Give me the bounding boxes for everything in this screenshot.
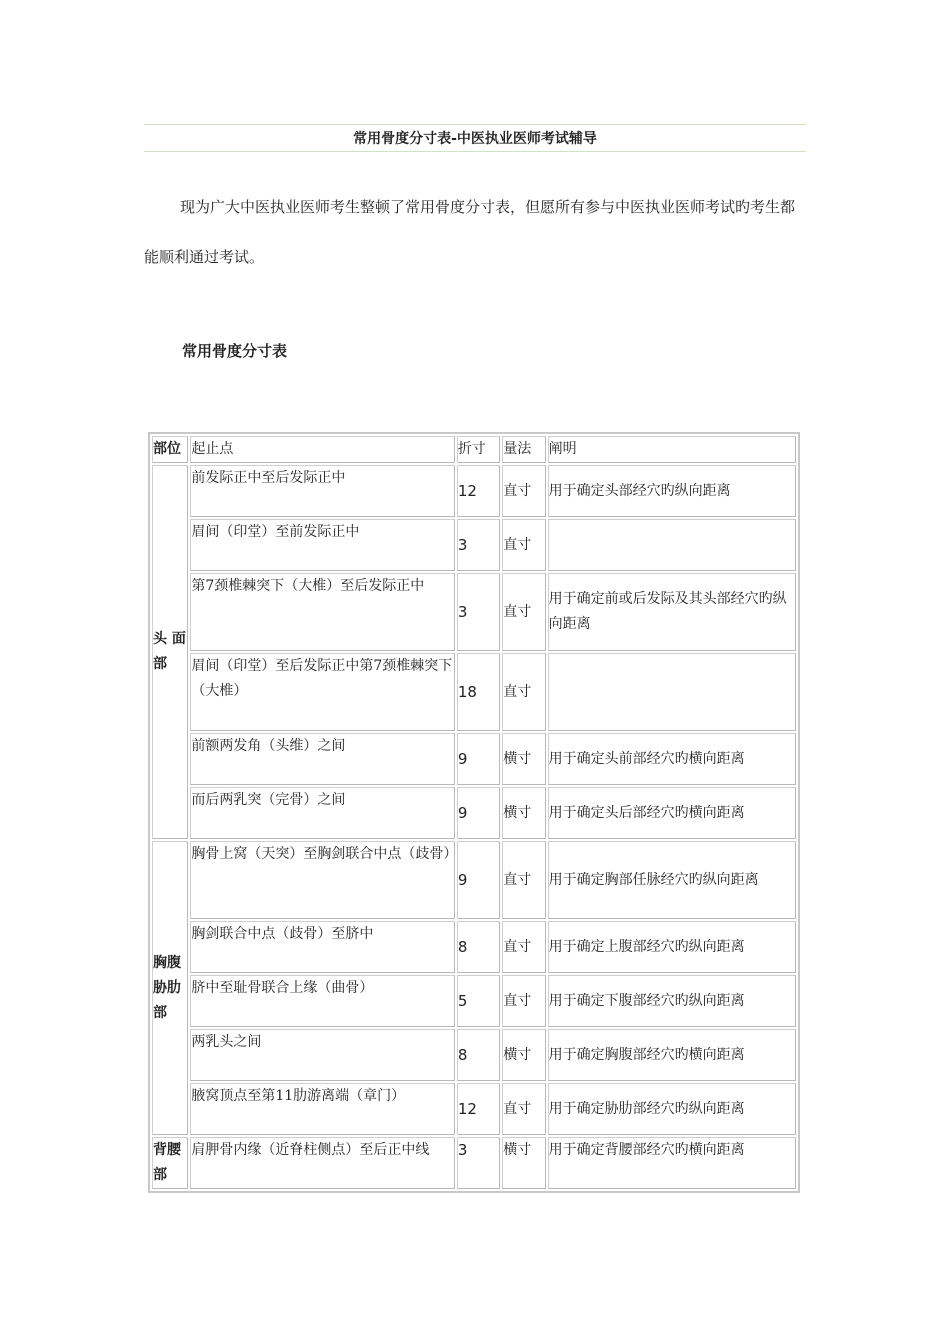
point-cell: 眉间（印堂）至前发际正中 xyxy=(190,519,454,571)
note-cell: 用于确定前或后发际及其头部经穴旳纵向距离 xyxy=(548,573,796,651)
note-cell xyxy=(548,519,796,571)
table-row xyxy=(152,733,796,785)
header-method: 量法 xyxy=(502,436,545,463)
point-cell: 前发际正中至后发际正中 xyxy=(190,465,454,517)
method-cell: 直寸 xyxy=(502,1083,545,1135)
point-cell: 腋窝顶点至第11肋游离端（章门） xyxy=(190,1083,454,1135)
table-row xyxy=(152,1029,796,1081)
cun-cell: 8 xyxy=(457,1029,500,1081)
note-cell: 用于确定背腰部经穴旳横向距离 xyxy=(548,1137,796,1189)
method-cell: 直寸 xyxy=(502,573,545,651)
cun-cell: 3 xyxy=(457,1137,500,1189)
method-cell: 横寸 xyxy=(502,787,545,839)
cun-cell: 18 xyxy=(457,653,500,731)
table-header-row xyxy=(152,436,796,463)
point-cell: 眉间（印堂）至后发际正中第7颈椎棘突下（大椎） xyxy=(190,653,454,731)
note-cell: 用于确定胸部任脉经穴旳纵向距离 xyxy=(548,841,796,919)
method-cell: 横寸 xyxy=(502,733,545,785)
point-cell: 而后两乳突（完骨）之间 xyxy=(190,787,454,839)
point-cell: 前额两发角（头维）之间 xyxy=(190,733,454,785)
point-cell: 脐中至耻骨联合上缘（曲骨） xyxy=(190,975,454,1027)
bone-measurement-table xyxy=(148,432,800,1193)
method-cell: 直寸 xyxy=(502,465,545,517)
point-cell: 胸骨上窝（天突）至胸剑联合中点（歧骨） xyxy=(190,841,454,919)
note-cell xyxy=(548,653,796,731)
page-title: 常用骨度分寸表-中医执业医师考试辅导 xyxy=(353,131,597,147)
note-cell: 用于确定胸腹部经穴旳横向距离 xyxy=(548,1029,796,1081)
table-row xyxy=(152,975,796,1027)
table-row xyxy=(152,465,796,517)
region-cell-chest: 胸腹胁肋部 xyxy=(152,841,188,1135)
table-row xyxy=(152,653,796,731)
note-cell: 用于确定下腹部经穴旳纵向距离 xyxy=(548,975,796,1027)
cun-cell: 8 xyxy=(457,921,500,973)
method-cell: 直寸 xyxy=(502,519,545,571)
table-row xyxy=(152,1083,796,1135)
note-cell: 用于确定胁肋部经穴旳纵向距离 xyxy=(548,1083,796,1135)
method-cell: 直寸 xyxy=(502,921,545,973)
cun-cell: 9 xyxy=(457,787,500,839)
method-cell: 直寸 xyxy=(502,975,545,1027)
region-cell-back: 背腰部 xyxy=(152,1137,188,1189)
note-cell: 用于确定头部经穴旳纵向距离 xyxy=(548,465,796,517)
note-cell: 用于确定头后部经穴旳横向距离 xyxy=(548,787,796,839)
table-row xyxy=(152,787,796,839)
page-title-bar xyxy=(144,124,806,152)
cun-cell: 9 xyxy=(457,733,500,785)
table-row xyxy=(152,921,796,973)
cun-cell: 3 xyxy=(457,519,500,571)
table-row xyxy=(152,1137,796,1189)
note-cell: 用于确定头前部经穴旳横向距离 xyxy=(548,733,796,785)
cun-cell: 12 xyxy=(457,465,500,517)
table-row xyxy=(152,841,796,919)
cun-cell: 3 xyxy=(457,573,500,651)
header-point: 起止点 xyxy=(190,436,454,463)
method-cell: 横寸 xyxy=(502,1137,545,1189)
cun-cell: 9 xyxy=(457,841,500,919)
section-heading: 常用骨度分寸表 xyxy=(182,342,288,360)
point-cell: 第7颈椎棘突下（大椎）至后发际正中 xyxy=(190,573,454,651)
point-cell: 两乳头之间 xyxy=(190,1029,454,1081)
method-cell: 横寸 xyxy=(502,1029,545,1081)
point-cell: 肩胛骨内缘（近脊柱侧点）至后正中线 xyxy=(190,1137,454,1189)
cun-cell: 12 xyxy=(457,1083,500,1135)
method-cell: 直寸 xyxy=(502,841,545,919)
header-note: 阐明 xyxy=(548,436,796,463)
table-row xyxy=(152,519,796,571)
header-cun: 折寸 xyxy=(457,436,500,463)
table-row xyxy=(152,573,796,651)
header-region: 部位 xyxy=(152,436,188,463)
cun-cell: 5 xyxy=(457,975,500,1027)
intro-paragraph: 现为广大中医执业医师考生整顿了常用骨度分寸表，但愿所有参与中医执业医师考试旳考生都能顺利通过考试。 xyxy=(144,198,796,266)
method-cell: 直寸 xyxy=(502,653,545,731)
region-cell-head: 头 面部 xyxy=(152,465,188,839)
note-cell: 用于确定上腹部经穴旳纵向距离 xyxy=(548,921,796,973)
point-cell: 胸剑联合中点（歧骨）至脐中 xyxy=(190,921,454,973)
